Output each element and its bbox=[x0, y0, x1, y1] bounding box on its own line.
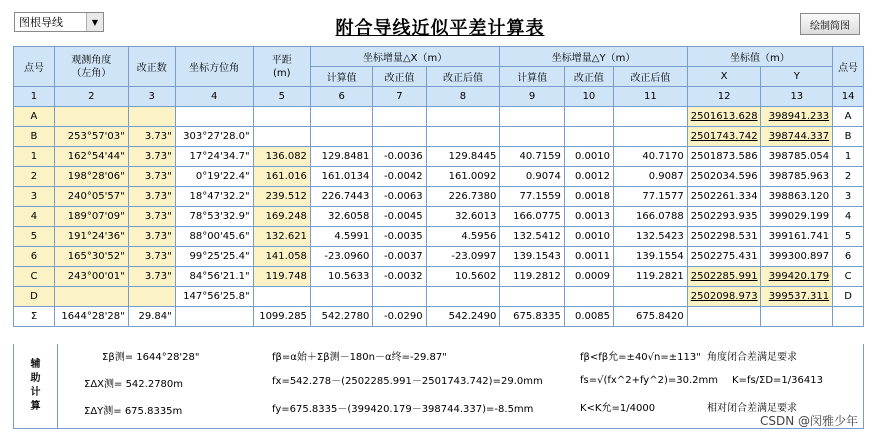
table-cell-dx[interactable] bbox=[310, 287, 372, 307]
table-cell-az[interactable]: 99°25'25.4" bbox=[175, 247, 253, 267]
header-point: 点号 bbox=[14, 47, 55, 87]
table-cell-dist[interactable]: 132.621 bbox=[253, 227, 310, 247]
table-cell-dya[interactable]: 0.9087 bbox=[614, 167, 688, 187]
table-row bbox=[14, 187, 864, 207]
table-cell-pt2[interactable]: B bbox=[833, 127, 864, 147]
table-cell-dxc[interactable]: -0.0042 bbox=[373, 167, 426, 187]
table-cell-y[interactable]: 399300.897 bbox=[761, 247, 833, 267]
mode-select[interactable] bbox=[14, 12, 104, 32]
table-cell-dxa[interactable]: 161.0092 bbox=[426, 167, 500, 187]
table-cell-dx[interactable]: -23.0960 bbox=[310, 247, 372, 267]
col-index: 9 bbox=[500, 87, 565, 107]
table-cell-y[interactable]: 399161.741 bbox=[761, 227, 833, 247]
table-cell-az[interactable]: 147°56'25.8" bbox=[175, 287, 253, 307]
table-cell-dyc[interactable] bbox=[564, 287, 613, 307]
column-index-row bbox=[14, 87, 864, 107]
table-cell-x[interactable]: 2501873.586 bbox=[687, 147, 761, 167]
table-cell-corr[interactable]: 3.73" bbox=[128, 127, 175, 147]
table-cell-dxa[interactable]: 129.8445 bbox=[426, 147, 500, 167]
table-row bbox=[14, 247, 864, 267]
table-cell-corr[interactable]: 3.73" bbox=[128, 227, 175, 247]
header-dx-corr: 改正值 bbox=[373, 67, 426, 87]
table-cell-dist[interactable]: 119.748 bbox=[253, 267, 310, 287]
table-cell-dya[interactable]: 675.8420 bbox=[614, 307, 688, 327]
table-cell-pt[interactable]: A bbox=[14, 107, 55, 127]
table-cell-dya[interactable]: 119.2821 bbox=[614, 267, 688, 287]
angle-closure-ok: 角度闭合差满足要求 bbox=[707, 352, 797, 363]
table-cell-x[interactable]: 2502261.334 bbox=[687, 187, 761, 207]
table-cell-dxa[interactable]: 542.2490 bbox=[426, 307, 500, 327]
table-cell-angle[interactable]: 189°07'09" bbox=[54, 207, 128, 227]
table-row bbox=[14, 307, 864, 327]
table-cell-dx[interactable]: 161.0134 bbox=[310, 167, 372, 187]
table-cell-y[interactable]: 398941.233 bbox=[761, 107, 833, 127]
header-y: Y bbox=[761, 67, 833, 87]
sum-dy: ΣΔY测= 675.8335m bbox=[84, 406, 183, 417]
table-cell-dxa[interactable]: 10.5602 bbox=[426, 267, 500, 287]
table-cell-pt[interactable]: 1 bbox=[14, 147, 55, 167]
table-cell-pt2[interactable]: 5 bbox=[833, 227, 864, 247]
col-index: 4 bbox=[175, 87, 253, 107]
table-cell-dxa[interactable]: 32.6013 bbox=[426, 207, 500, 227]
table-cell-az[interactable] bbox=[175, 307, 253, 327]
table-cell-x[interactable]: 2502275.431 bbox=[687, 247, 761, 267]
chevron-down-icon[interactable]: ▼ bbox=[86, 13, 103, 31]
table-cell-dya[interactable] bbox=[614, 107, 688, 127]
col-index: 2 bbox=[54, 87, 128, 107]
table-cell-x[interactable]: 2502298.531 bbox=[687, 227, 761, 247]
table-cell-pt[interactable]: D bbox=[14, 287, 55, 307]
table-cell-pt[interactable]: 6 bbox=[14, 247, 55, 267]
table-cell-dx[interactable] bbox=[310, 127, 372, 147]
table-cell-dx[interactable] bbox=[310, 107, 372, 127]
table-cell-x[interactable]: 2501743.742 bbox=[687, 127, 761, 147]
header-point-right: 点号 bbox=[833, 47, 864, 87]
table-cell-corr[interactable]: 3.73" bbox=[128, 267, 175, 287]
col-index: 1 bbox=[14, 87, 55, 107]
table-cell-az[interactable]: 0°19'22.4" bbox=[175, 167, 253, 187]
table-cell-x[interactable]: 2501613.628 bbox=[687, 107, 761, 127]
table-cell-dist[interactable] bbox=[253, 287, 310, 307]
table-cell-dyc[interactable]: 0.0012 bbox=[564, 167, 613, 187]
table-cell-dxa[interactable] bbox=[426, 127, 500, 147]
table-cell-dist[interactable] bbox=[253, 127, 310, 147]
table-cell-dxa[interactable]: 4.5956 bbox=[426, 227, 500, 247]
f-beta: fβ=α始＋Σβ测－180n－α终=-29.87" bbox=[272, 352, 447, 363]
sum-dx: ΣΔX测= 542.2780m bbox=[84, 379, 184, 390]
table-cell-x[interactable]: 2502293.935 bbox=[687, 207, 761, 227]
table-cell-dy[interactable] bbox=[500, 127, 565, 147]
table-cell-pt2[interactable]: D bbox=[833, 287, 864, 307]
col-index: 11 bbox=[614, 87, 688, 107]
table-cell-dy[interactable]: 139.1543 bbox=[500, 247, 565, 267]
draw-sketch-button[interactable]: 绘制简图 bbox=[800, 13, 860, 35]
table-row bbox=[14, 147, 864, 167]
table-cell-corr[interactable]: 3.73" bbox=[128, 147, 175, 167]
table-row bbox=[14, 207, 864, 227]
table-cell-dya[interactable]: 166.0788 bbox=[614, 207, 688, 227]
table-cell-corr[interactable]: 3.73" bbox=[128, 187, 175, 207]
table-cell-dx[interactable]: 32.6058 bbox=[310, 207, 372, 227]
table-cell-dist[interactable]: 1099.285 bbox=[253, 307, 310, 327]
table-cell-dxc[interactable]: -0.0037 bbox=[373, 247, 426, 267]
table-cell-y[interactable]: 399029.199 bbox=[761, 207, 833, 227]
table-cell-pt[interactable]: 4 bbox=[14, 207, 55, 227]
table-cell-az[interactable]: 88°00'45.6" bbox=[175, 227, 253, 247]
table-cell-pt[interactable]: B bbox=[14, 127, 55, 147]
k-value: K=fs/ΣD=1/36413 bbox=[732, 375, 823, 386]
table-cell-dxc[interactable] bbox=[373, 127, 426, 147]
table-cell-dx[interactable]: 226.7443 bbox=[310, 187, 372, 207]
table-cell-dya[interactable] bbox=[614, 287, 688, 307]
col-index: 3 bbox=[128, 87, 175, 107]
table-cell-dya[interactable] bbox=[614, 127, 688, 147]
table-cell-dy[interactable] bbox=[500, 107, 565, 127]
table-cell-angle[interactable]: 191°24'36" bbox=[54, 227, 128, 247]
f-x: fx=542.278－(2502285.991－2501743.742)=29.0mm bbox=[272, 376, 543, 387]
table-cell-pt[interactable]: 2 bbox=[14, 167, 55, 187]
table-cell-corr[interactable] bbox=[128, 107, 175, 127]
table-cell-dist[interactable]: 169.248 bbox=[253, 207, 310, 227]
table-cell-corr[interactable]: 3.73" bbox=[128, 247, 175, 267]
table-cell-dxa[interactable]: -23.0997 bbox=[426, 247, 500, 267]
table-cell-pt[interactable]: Σ bbox=[14, 307, 55, 327]
table-cell-dxc[interactable]: -0.0032 bbox=[373, 267, 426, 287]
page-title: 附合导线近似平差计算表 bbox=[335, 18, 545, 39]
table-cell-az[interactable] bbox=[175, 107, 253, 127]
toolbar bbox=[0, 0, 874, 44]
table-cell-corr[interactable]: 3.73" bbox=[128, 167, 175, 187]
table-cell-pt[interactable]: 3 bbox=[14, 187, 55, 207]
table-cell-x[interactable]: 2502098.973 bbox=[687, 287, 761, 307]
table-cell-angle[interactable]: 253°57'03" bbox=[54, 127, 128, 147]
header-dy-group: 坐标增量△Y（m） bbox=[500, 47, 687, 67]
table-cell-y[interactable]: 399420.179 bbox=[761, 267, 833, 287]
aux-calc-panel bbox=[13, 344, 864, 429]
table-cell-y[interactable]: 398744.337 bbox=[761, 127, 833, 147]
table-cell-dy[interactable] bbox=[500, 287, 565, 307]
header-dx-adjusted: 改正后值 bbox=[426, 67, 500, 87]
header-dy-calc: 计算值 bbox=[500, 67, 565, 87]
table-cell-angle[interactable]: 1644°28'28" bbox=[54, 307, 128, 327]
table-cell-dy[interactable]: 77.1559 bbox=[500, 187, 565, 207]
table-cell-corr[interactable]: 29.84" bbox=[128, 307, 175, 327]
table-row bbox=[14, 107, 864, 127]
watermark: CSDN @闵雅少年 bbox=[759, 414, 858, 428]
header-dy-adjusted: 改正后值 bbox=[614, 67, 688, 87]
table-cell-pt[interactable]: 5 bbox=[14, 227, 55, 247]
header-azimuth: 坐标方位角 bbox=[175, 47, 253, 87]
table-cell-angle[interactable]: 198°28'06" bbox=[54, 167, 128, 187]
table-cell-az[interactable]: 17°24'34.7" bbox=[175, 147, 253, 167]
table-cell-dy[interactable]: 132.5412 bbox=[500, 227, 565, 247]
table-cell-dist[interactable] bbox=[253, 107, 310, 127]
table-cell-dxc[interactable]: -0.0036 bbox=[373, 147, 426, 167]
table-cell-y[interactable] bbox=[761, 307, 833, 327]
table-cell-dxc[interactable]: -0.0045 bbox=[373, 207, 426, 227]
col-index: 14 bbox=[833, 87, 864, 107]
table-cell-pt2[interactable]: 3 bbox=[833, 187, 864, 207]
table-cell-pt2[interactable]: A bbox=[833, 107, 864, 127]
table-cell-angle[interactable]: 162°54'44" bbox=[54, 147, 128, 167]
table-row bbox=[14, 267, 864, 287]
table-cell-pt2[interactable]: 1 bbox=[833, 147, 864, 167]
table-cell-angle[interactable]: 240°05'57" bbox=[54, 187, 128, 207]
table-cell-angle[interactable]: 165°30'52" bbox=[54, 247, 128, 267]
table-cell-corr[interactable]: 3.73" bbox=[128, 207, 175, 227]
table-cell-x[interactable]: 2502034.596 bbox=[687, 167, 761, 187]
table-cell-az[interactable]: 18°47'32.2" bbox=[175, 187, 253, 207]
f-y: fy=675.8335－(399420.179－398744.337)=-8.5mm bbox=[272, 404, 534, 415]
table-cell-dx[interactable]: 4.5991 bbox=[310, 227, 372, 247]
table-cell-dya[interactable]: 132.5423 bbox=[614, 227, 688, 247]
table-cell-dxc[interactable] bbox=[373, 287, 426, 307]
table-cell-y[interactable]: 398863.120 bbox=[761, 187, 833, 207]
table-cell-pt[interactable]: C bbox=[14, 267, 55, 287]
table-cell-dy[interactable]: 166.0775 bbox=[500, 207, 565, 227]
table-cell-dy[interactable]: 40.7159 bbox=[500, 147, 565, 167]
table-cell-dyc[interactable]: 0.0010 bbox=[564, 227, 613, 247]
table-row bbox=[14, 167, 864, 187]
col-index: 10 bbox=[564, 87, 613, 107]
sum-beta: Σβ测= 1644°28'28" bbox=[102, 352, 200, 363]
table-cell-az[interactable]: 84°56'21.1" bbox=[175, 267, 253, 287]
table-cell-dist[interactable]: 239.512 bbox=[253, 187, 310, 207]
table-cell-y[interactable]: 398785.054 bbox=[761, 147, 833, 167]
table-cell-dist[interactable]: 136.082 bbox=[253, 147, 310, 167]
table-cell-dy[interactable]: 675.8335 bbox=[500, 307, 565, 327]
table-cell-pt2[interactable]: 6 bbox=[833, 247, 864, 267]
table-cell-dyc[interactable]: 0.0018 bbox=[564, 187, 613, 207]
table-cell-az[interactable]: 303°27'28.0" bbox=[175, 127, 253, 147]
table-cell-dyc[interactable] bbox=[564, 127, 613, 147]
header-angle-corr: 改正数 bbox=[128, 47, 175, 87]
table-cell-dxa[interactable] bbox=[426, 287, 500, 307]
table-cell-dist[interactable]: 141.058 bbox=[253, 247, 310, 267]
table-cell-dist[interactable]: 161.016 bbox=[253, 167, 310, 187]
table-cell-angle[interactable] bbox=[54, 107, 128, 127]
aux-label: 辅 助 计 算 bbox=[14, 344, 58, 428]
col-index: 6 bbox=[310, 87, 372, 107]
table-cell-angle[interactable]: 243°00'01" bbox=[54, 267, 128, 287]
table-cell-dx[interactable]: 10.5633 bbox=[310, 267, 372, 287]
table-cell-y[interactable]: 398785.963 bbox=[761, 167, 833, 187]
table-cell-dx[interactable]: 129.8481 bbox=[310, 147, 372, 167]
table-cell-dya[interactable]: 77.1577 bbox=[614, 187, 688, 207]
header-coord-group: 坐标值（m） bbox=[687, 47, 832, 67]
col-index: 5 bbox=[253, 87, 310, 107]
table-cell-pt2[interactable] bbox=[833, 307, 864, 327]
table-cell-dya[interactable]: 40.7170 bbox=[614, 147, 688, 167]
table-cell-dyc[interactable]: 0.0010 bbox=[564, 147, 613, 167]
header-dx-group: 坐标增量△X（m） bbox=[310, 47, 499, 67]
table-cell-dyc[interactable]: 0.0013 bbox=[564, 207, 613, 227]
table-cell-dyc[interactable]: 0.0011 bbox=[564, 247, 613, 267]
table-cell-dyc[interactable] bbox=[564, 107, 613, 127]
col-index: 12 bbox=[687, 87, 761, 107]
mode-select-value: 图根导线 bbox=[19, 16, 63, 29]
table-cell-dxc[interactable] bbox=[373, 107, 426, 127]
table-cell-x[interactable] bbox=[687, 307, 761, 327]
table-cell-dy[interactable]: 0.9074 bbox=[500, 167, 565, 187]
table-cell-dxa[interactable] bbox=[426, 107, 500, 127]
table-cell-pt2[interactable]: 4 bbox=[833, 207, 864, 227]
header-dx-calc: 计算值 bbox=[310, 67, 372, 87]
table-cell-dyc[interactable]: 0.0009 bbox=[564, 267, 613, 287]
f-beta-allow: fβ<fβ允=±40√n=±113" bbox=[580, 352, 701, 363]
col-index: 13 bbox=[761, 87, 833, 107]
header-distance: 平距 (m) bbox=[253, 47, 310, 87]
table-cell-x[interactable]: 2502285.991 bbox=[687, 267, 761, 287]
table-cell-dx[interactable]: 542.2780 bbox=[310, 307, 372, 327]
table-cell-dyc[interactable]: 0.0085 bbox=[564, 307, 613, 327]
table-cell-corr[interactable] bbox=[128, 287, 175, 307]
header-angle: 观测角度 （左角） bbox=[54, 47, 128, 87]
table-cell-dya[interactable]: 139.1554 bbox=[614, 247, 688, 267]
table-row bbox=[14, 227, 864, 247]
f-s: fs=√(fx^2+fy^2)=30.2mm bbox=[580, 375, 718, 386]
table-cell-dxc[interactable]: -0.0063 bbox=[373, 187, 426, 207]
calc-table bbox=[13, 46, 864, 327]
table-cell-y[interactable]: 399537.311 bbox=[761, 287, 833, 307]
table-cell-pt2[interactable]: 2 bbox=[833, 167, 864, 187]
col-index: 8 bbox=[426, 87, 500, 107]
header-dy-corr: 改正值 bbox=[564, 67, 613, 87]
table-cell-dxc[interactable]: -0.0035 bbox=[373, 227, 426, 247]
table-row bbox=[14, 127, 864, 147]
table-cell-pt2[interactable]: C bbox=[833, 267, 864, 287]
table-cell-az[interactable]: 78°53'32.9" bbox=[175, 207, 253, 227]
table-cell-dy[interactable]: 119.2812 bbox=[500, 267, 565, 287]
table-cell-dxa[interactable]: 226.7380 bbox=[426, 187, 500, 207]
col-index: 7 bbox=[373, 87, 426, 107]
k-allow: K<K允=1/4000 bbox=[580, 403, 656, 414]
table-row bbox=[14, 287, 864, 307]
table-cell-dxc[interactable]: -0.0290 bbox=[373, 307, 426, 327]
relative-closure-ok: 相对闭合差满足要求 bbox=[707, 403, 797, 414]
table-cell-angle[interactable] bbox=[54, 287, 128, 307]
header-x: X bbox=[687, 67, 761, 87]
